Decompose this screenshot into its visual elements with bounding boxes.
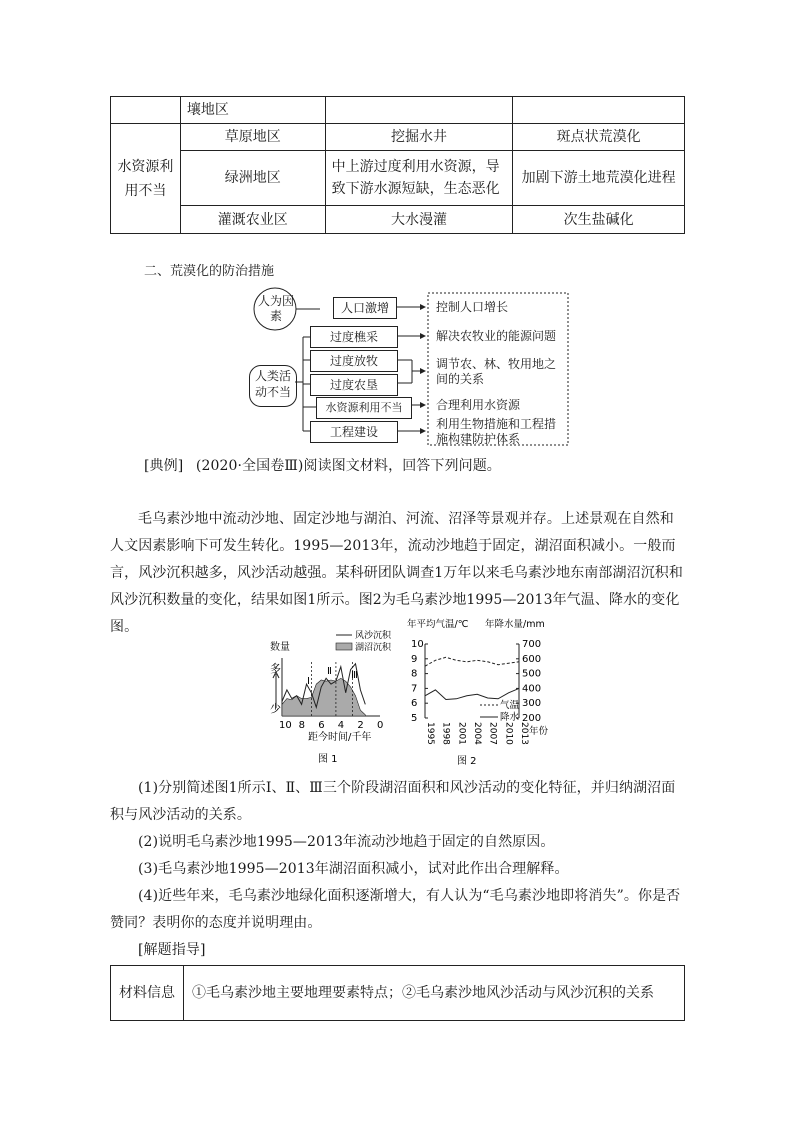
precipitation-line	[425, 688, 519, 699]
flowchart-cause: 人口激增	[333, 297, 397, 319]
x-tick-label: 8	[298, 720, 305, 731]
fig2-plot	[425, 657, 519, 699]
section-heading: 二、荒漠化的防治措施	[144, 264, 275, 279]
right-tick-label: 300	[522, 698, 542, 710]
figure-2	[405, 616, 580, 766]
x-tick-label: 2004	[472, 722, 482, 745]
question-1: (1)分别简述图1所示Ⅰ、Ⅱ、Ⅲ三个阶段湖沼面积和风沙活动的变化特征，并归纳湖沼面积与风沙活动的关系。	[110, 780, 676, 823]
flowchart-measure: 合理利用水资源	[436, 398, 521, 412]
guide-table-content: ①毛乌素沙地主要地理要素特点；②毛乌素沙地风沙活动与风沙沉积的关系	[184, 966, 685, 1021]
desertification-causes-table	[110, 96, 685, 234]
x-tick-label: 1995	[425, 722, 435, 745]
example-material: 毛乌素沙地中流动沙地、固定沙地与湖泊、河流、沼泽等景观并存。上述景观在自然和人文因素影响下可发生转化。1995—2013年，流动沙地趋于固定，湖沼面积减小。一般而言，风沙沉积越多，风沙活动越强。某科研团队调查1万年以来毛乌素沙地东南部湖沼沉积和风沙沉积数量的变化，结果如图1所示。图2为毛乌素沙地1995—2013年气温、降水的变化图。	[110, 511, 684, 635]
flowchart-cause: 水资源利用不当	[316, 397, 412, 419]
fig1-stage-label: Ⅰ	[307, 676, 310, 687]
x-tick-label: 6	[318, 720, 325, 731]
table-cell: 大水漫灌	[325, 206, 513, 234]
x-tick-label: 2	[357, 720, 364, 731]
question-2: (2)说明毛乌素沙地1995—2013年流动沙地趋于固定的自然原因。	[138, 834, 555, 850]
x-tick-label: 2007	[487, 722, 498, 745]
x-tick-label: 10	[279, 720, 292, 731]
x-tick-label: 2013	[519, 722, 529, 745]
left-tick-label: 9	[411, 653, 418, 665]
fig2-left-title: 年平均气温/℃	[407, 619, 469, 630]
fig2-legend-item: 气温	[500, 700, 520, 711]
example-intro	[144, 453, 684, 480]
guide-label: [解题指导]	[138, 942, 206, 958]
fig1-stage-label: Ⅱ	[327, 666, 332, 677]
fig2-caption: 图 2	[457, 756, 477, 766]
table-cell: 中上游过度利用水资源，导致下游水源短缺，生态恶化	[325, 151, 513, 206]
right-tick-label: 500	[522, 668, 542, 680]
figure-1	[262, 628, 412, 764]
left-tick-label: 6	[411, 698, 418, 710]
table-cell: 绿洲地区	[180, 151, 325, 206]
table-cell: 加剧下游土地荒漠化进程	[513, 151, 685, 206]
flowchart-cause: 过度放牧	[310, 350, 398, 372]
fig1-x-ticks	[279, 720, 383, 731]
flowchart-sub-root: 人类活动不当	[249, 365, 297, 407]
flowchart-cause: 过度樵采	[310, 326, 398, 348]
right-tick-label: 600	[522, 653, 542, 665]
row-group-label: 水资源利用不当	[111, 124, 181, 234]
x-tick-label: 2001	[456, 722, 467, 745]
fig1-y-less: 少	[270, 702, 281, 715]
table-cell	[513, 97, 685, 124]
table-cell: 壤地区	[180, 97, 325, 124]
table-cell	[325, 97, 513, 124]
fig1-y-more: 多	[270, 662, 281, 675]
fig2-x-unit: 年份	[529, 726, 549, 737]
left-tick-label: 8	[411, 668, 418, 680]
table-cell: 草原地区	[180, 124, 325, 151]
flowchart-measure: 调节农、林、牧用地之间的关系	[436, 357, 557, 386]
table-cell: 斑点状荒漠化	[513, 124, 685, 151]
right-tick-label: 200	[522, 713, 542, 724]
table-cell: 灌溉农业区	[180, 206, 325, 234]
left-tick-label: 10	[411, 639, 424, 650]
flowchart-measure: 控制人口增长	[436, 300, 509, 314]
example-label: [典例]	[144, 458, 184, 474]
x-tick-label: 1998	[440, 722, 451, 745]
right-tick-label: 700	[522, 639, 542, 650]
fig2-right-ticks	[516, 639, 541, 724]
fig1-xlabel: 距今时间/千年	[308, 732, 372, 743]
x-tick-label: 2010	[503, 722, 514, 745]
right-tick-label: 400	[522, 683, 542, 695]
fig2-right-title: 年降水量/mm	[485, 619, 545, 630]
left-tick-label: 5	[411, 713, 418, 724]
table-cell: 挖掘水井	[325, 124, 513, 151]
table-cell	[111, 97, 181, 124]
table-cell: 次生盐碱化	[513, 206, 685, 234]
fig2-x-ticks	[425, 722, 529, 745]
legend-area-swatch	[336, 643, 352, 650]
flowchart-root: 人为因素	[258, 294, 295, 323]
question-4: (4)近些年来，毛乌素沙地绿化面积逐渐增大，有人认为“毛乌素沙地即将消失”。你是否赞同？表明你的态度并说明理由。	[110, 888, 681, 931]
fig2-legend-item: 降水	[500, 712, 520, 723]
fig1-stage-label: Ⅲ	[351, 670, 358, 681]
x-tick-label: 0	[377, 720, 384, 731]
fig1-legend-item: 风沙沉积	[355, 631, 392, 641]
guide-table	[110, 965, 685, 1021]
flowchart-measure: 利用生物措施和工程措施构建防护体系	[436, 417, 557, 446]
fig1-legend-item: 湖沼沉积	[355, 643, 392, 653]
fig1-ylabel: 数量	[270, 642, 290, 653]
left-tick-label: 7	[411, 683, 418, 695]
temperature-line	[425, 657, 519, 666]
question-3: (3)毛乌素沙地1995—2013年湖沼面积减小，试对此作出合理解释。	[138, 861, 569, 877]
example-source: (2020·全国卷Ⅲ)阅读图文材料，回答下列问题。	[195, 458, 501, 474]
flowchart-cause: 工程建设	[310, 421, 398, 443]
x-tick-label: 4	[337, 720, 345, 731]
flowchart-measure: 解决农牧业的能源问题	[436, 329, 557, 343]
fig1-caption: 图 1	[318, 754, 338, 764]
guide-table-label: 材料信息	[111, 966, 184, 1021]
flowchart-cause: 过度农垦	[310, 374, 398, 396]
